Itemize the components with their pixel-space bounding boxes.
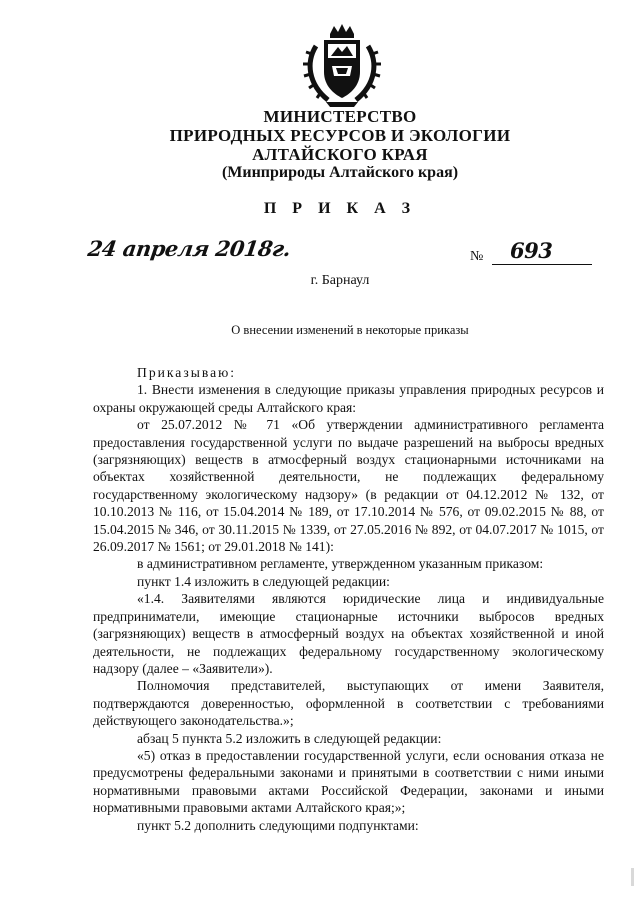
paragraph-8: «5) отказ в предоставлении государственной услуги, если основания отказа не предусмотрены федеральными законами и принятыми в соответствии с ними иными нормативными правовыми актами Российской Федерации, законами и иными нормативными правовыми актами Алтайского края;»; [93,747,604,816]
paragraph-5: «1.4. Заявителями являются юридические лица и индивидуальные предприниматели, имеющие стационарные источники выбросов вредных (загрязняющих) веществ в атмосферный воздух на объектах хозяйственной и иной деятельности, не подлежащих федеральному государственному экологическому надзору (далее – «Заявители»). [93,591,604,676]
order-word: Приказываю: [137,365,237,380]
handwritten-number: 693 [510,238,553,263]
paragraph-1: 1. Внести изменения в следующие приказы управления природных ресурсов и охраны окружающей среды Алтайского края: [93,382,604,415]
paragraph-4: пункт 1.4 изложить в следующей редакции: [137,573,390,589]
number-label: № [470,249,484,264]
document-body [93,364,604,834]
ministry-title-line-1: МИНИСТЕРСТВО [263,107,417,126]
paragraph-3: в административном регламенте, утвержденном указанным приказом: [137,556,544,572]
document-subject: О внесении изменений в некоторые приказы [231,323,469,337]
handwritten-date: 24 апреля 2018г. [86,236,293,261]
ministry-short-name: (Минприроды Алтайского края) [221,164,459,181]
paragraph-2: от 25.07.2012 № 71 «Об утверждении административного регламента предоставления государственной услуги по выдаче разрешений на выбросы вредных (загрязняющих) веществ в атмосферный воздух стационарными источниками на объектах хозяйственной деятельности, не подлежащих федеральному государственному экологическому надзору» (в редакции от 04.12.2012 № 132, от 10.10.2013 № 116, от 15.04.2014 № 189, от 17.10.2014 № 576, от 09.02.2015 № 88, от 15.04.2015 № 346, от 30.11.2015 № 1339, от 27.05.2016 № 892, от 04.07.2017 № 1015, от 26.09.2017 № 1561; от 29.01.2018 № 141): [93,417,604,555]
coat-of-arms-icon [302,22,382,108]
number-underline [492,264,592,265]
scan-edge-mark [631,868,634,886]
document-type: П Р И К А З [263,200,417,217]
paragraph-7: абзац 5 пункта 5.2 изложить в следующей редакции: [137,730,442,746]
ministry-title-line-2: ПРИРОДНЫХ РЕСУРСОВ И ЭКОЛОГИИ [169,126,511,145]
city-name: г. Барнаул [310,273,370,288]
paragraph-9: пункт 5.2 дополнить следующими подпунктами: [137,817,419,833]
ministry-title-line-3: АЛТАЙСКОГО КРАЯ [252,145,428,164]
paragraph-6: Полномочия представителей, выступающих от имени Заявителя, подтверждаются доверенностью, оформленной в соответствии с требованиями действующего законодательства.»; [93,678,604,729]
